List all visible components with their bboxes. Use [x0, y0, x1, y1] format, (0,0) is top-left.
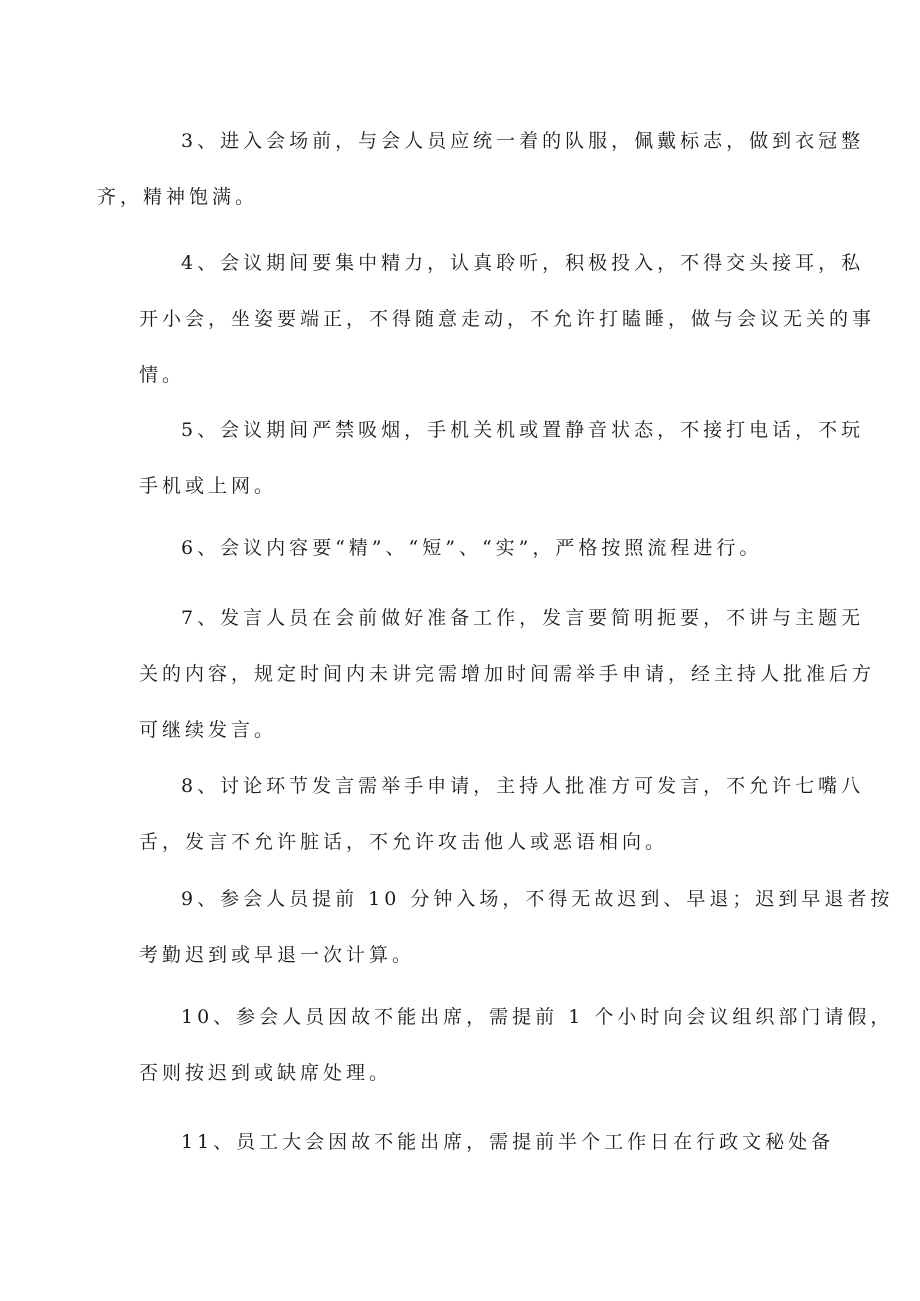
paragraph-line: 5、会议期间严禁吸烟，手机关机或置静音状态，不接打电话，不玩 — [181, 419, 865, 441]
paragraph-line: 4、会议期间要集中精力，认真聆听，积极投入，不得交头接耳，私 — [181, 252, 865, 274]
paragraph-line: 关的内容，规定时间内未讲完需增加时间需举手申请，经主持人批准后方 — [139, 663, 876, 685]
paragraph-line: 情。 — [139, 364, 186, 386]
paragraph-6 — [139, 520, 784, 576]
paragraph-line: 考勤迟到或早退一次计算。 — [139, 944, 416, 966]
paragraph-line: 手机或上网。 — [139, 475, 278, 497]
paragraph-3 — [97, 113, 865, 225]
paragraph-line: 6、会议内容要“精”、“短”、“实”，严格按照流程进行。 — [181, 537, 763, 559]
paragraph-line: 10、参会人员因故不能出席，需提前 1 个小时向会议组织部门请假， — [181, 1006, 894, 1028]
paragraph-line: 开小会，坐姿要端正，不得随意走动，不允许打瞌睡，做与会议无关的事 — [139, 308, 876, 330]
paragraph-line: 齐，精神饱满。 — [97, 186, 259, 208]
paragraph-9 — [139, 871, 894, 983]
paragraph-4 — [139, 235, 876, 403]
paragraph-line: 7、发言人员在会前做好准备工作，发言要简明扼要，不讲与主题无 — [181, 607, 865, 629]
paragraph-line: 否则按迟到或缺席处理。 — [139, 1062, 393, 1084]
paragraph-line: 8、讨论环节发言需举手申请，主持人批准方可发言，不允许七嘴八 — [181, 775, 865, 797]
paragraph-line: 3、进入会场前，与会人员应统一着的队服，佩戴标志，做到衣冠整 — [181, 130, 865, 152]
paragraph-8 — [139, 758, 865, 870]
paragraph-line: 11、员工大会因故不能出席，需提前半个工作日在行政文秘处备 — [181, 1131, 835, 1153]
paragraph-line: 可继续发言。 — [139, 719, 278, 741]
paragraph-5 — [139, 402, 865, 514]
paragraph-line: 舌，发言不允许脏话，不允许攻击他人或恶语相向。 — [139, 831, 669, 853]
paragraph-line: 9、参会人员提前 10 分钟入场，不得无故迟到、早退；迟到早退者按 — [181, 888, 894, 910]
paragraph-7 — [139, 590, 876, 758]
paragraph-10 — [139, 989, 894, 1101]
paragraph-11 — [139, 1114, 835, 1170]
